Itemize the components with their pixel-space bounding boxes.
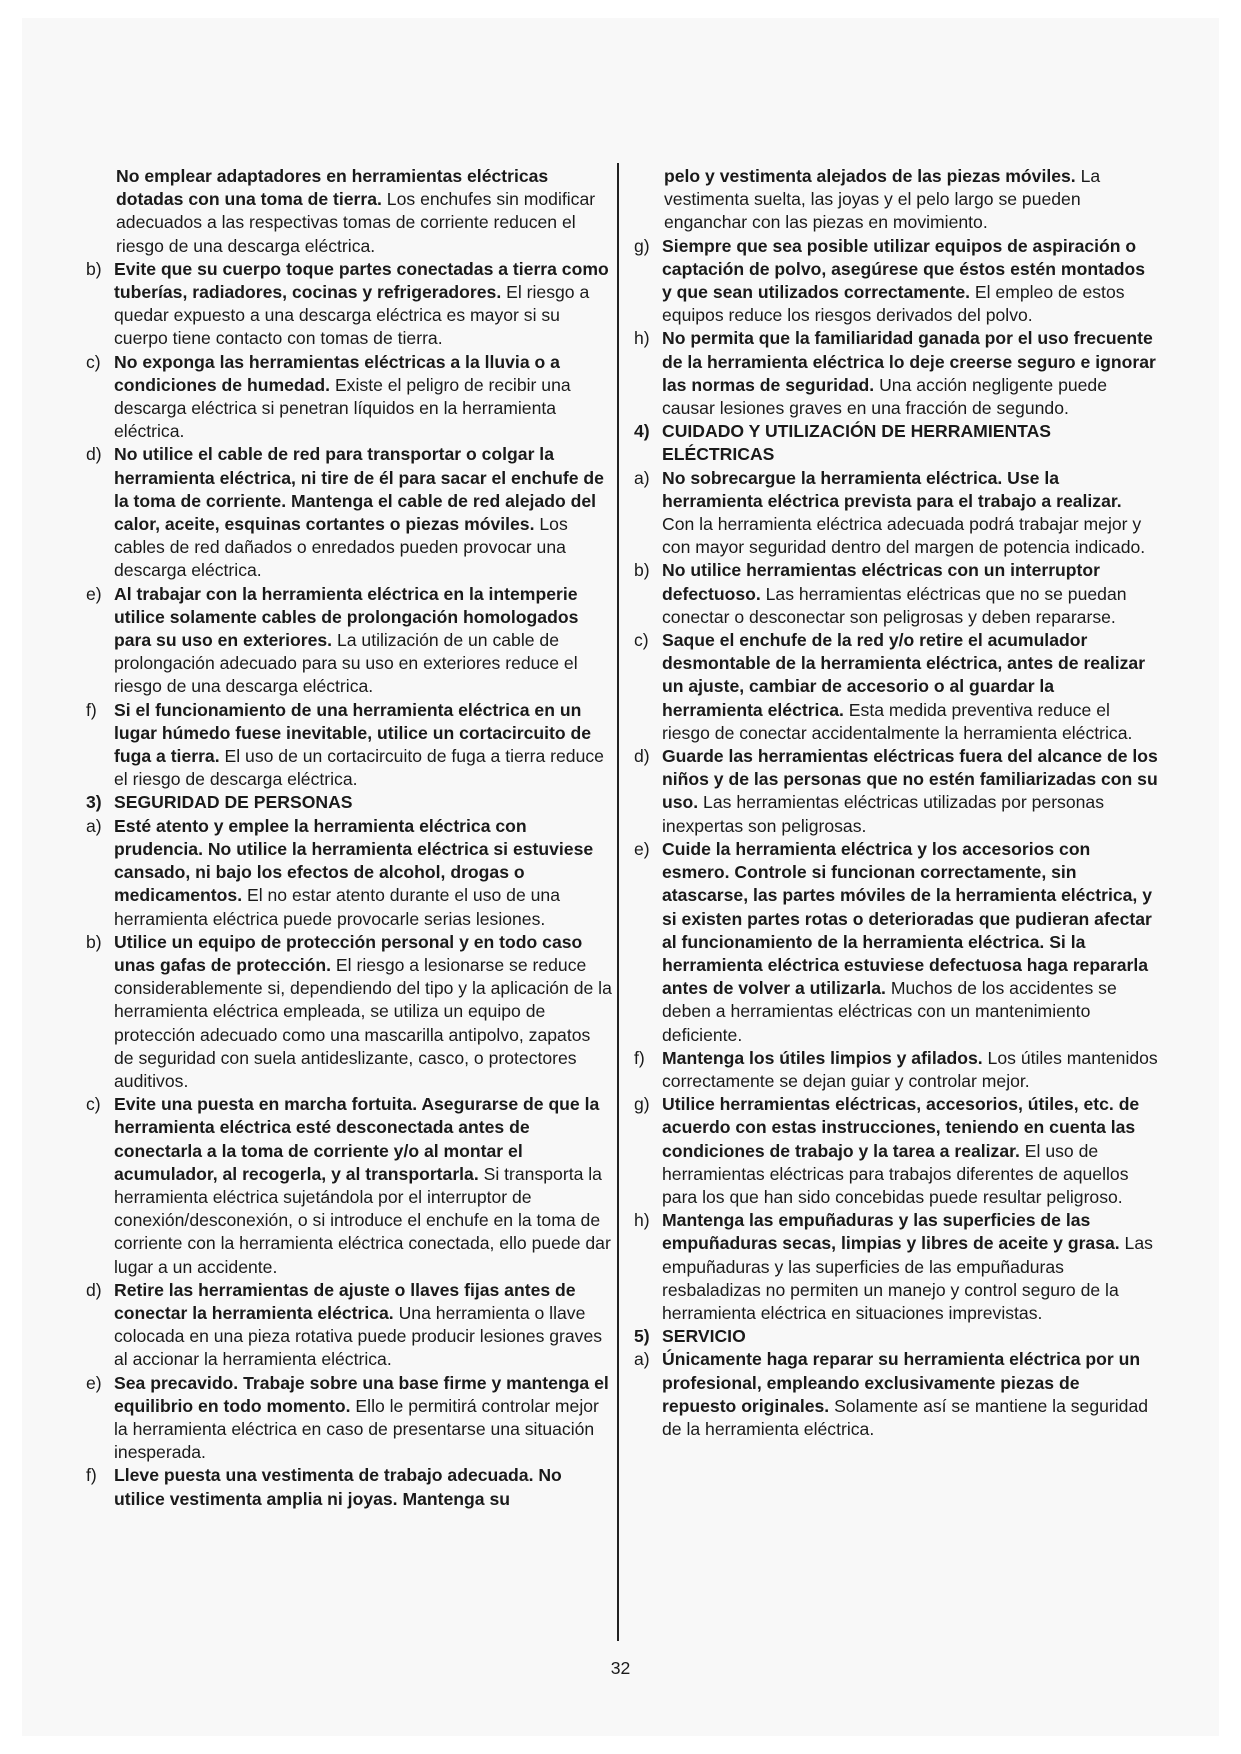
instruction-item [634,838,1158,1047]
instruction-item [86,165,612,258]
instruction-item [86,1372,612,1465]
instruction-item [634,467,1158,560]
item-bold-text: Si el funcionamiento de una herramienta eléctrica en un lugar húmedo fuese inevitable, utilice un cortacircuito de fuga a tierra. [114,699,592,767]
item-body-text: Una herramienta o llave colocada en una pieza rotativa puede producir lesiones graves al accionar la herramienta eléctrica. [114,1302,603,1370]
instruction-item [634,559,1158,629]
item-bold-text: Guarde las herramientas eléctricas fuera del alcance de los niños y de las personas que no estén familiarizadas con su uso. [662,746,1158,813]
item-letter: c) [86,351,101,372]
column-divider [617,163,619,1641]
section-number: 4) [634,421,650,442]
item-body-text: Una acción negligente puede causar lesiones graves en una fracción de segundo. [662,374,1107,419]
section-heading [86,791,612,814]
item-letter: c) [634,630,649,651]
section-heading [634,420,1158,466]
item-body-text: Solamente así se mantiene la seguridad de la herramienta eléctrica. [662,1395,1149,1439]
item-body-text: Las empuñaduras y las superficies de las empuñaduras resbaladizas no permiten un manejo y control seguro de la herramienta eléctrica en situaciones imprevistas. [662,1233,1153,1323]
item-bold-text: Evite que su cuerpo toque partes conectadas a tierra como tuberías, radiadores, cocinas y refrigeradores. [114,258,609,303]
item-letter: f) [86,1465,97,1486]
item-body-text: El riesgo a lesionarse se reduce considerablemente si, dependiendo del tipo y la aplicación de la herramienta eléctrica empleada, se utiliza un equipo de protección adecuado como una mascarilla antipolvo, zapatos de seguridad con suela antideslizante, casco, o protectores auditivos. [114,954,612,1091]
item-letter: a) [634,1349,650,1370]
item-bold-text: Retire las herramientas de ajuste o llaves fijas antes de conectar la herramienta eléctrica. [114,1279,576,1323]
instruction-item [86,583,612,699]
item-letter: b) [86,931,102,952]
section-number: 3) [86,792,102,813]
item-bold-text: Siempre que sea posible utilizar equipos de aspiración o captación de polvo, asegúrese que éstos estén montados y que sean utilizados correctamente. [662,235,1145,303]
section-title: SERVICIO [662,1326,746,1347]
item-letter: f) [86,699,97,720]
left-column [86,165,612,1511]
item-letter: f) [634,1047,645,1068]
item-bold-text: Cuide la herramienta eléctrica y los accesorios con esmero. Controle si funcionan correctamente, sin atascarse, las partes móviles de la herramienta eléctrica, y si existen partes rotas o deterioradas que pudieran afectar al funcionamiento de la herramienta eléctrica. Si la herramienta eléctrica estuviese defectuosa haga repararla antes de volver a utilizarla. [662,838,1152,999]
item-body-text: El uso de un cortacircuito de fuga a tierra reduce el riesgo de descarga eléctrica. [114,746,604,790]
instruction-item [634,745,1158,838]
item-bold-text: Lleve puesta una vestimenta de trabajo adecuada. No utilice vestimenta amplia ni joyas. Mantenga su [114,1465,562,1509]
item-body-text: Las herramientas eléctricas utilizadas por personas inexpertas son peligrosas. [662,792,1105,836]
instruction-item [634,1348,1158,1441]
item-body-text: El uso de herramientas eléctricas para trabajos diferentes de aquellos para los que han sido concebidas puede resultar peligroso. [662,1140,1129,1207]
instruction-item [86,1464,612,1510]
item-body-text: Esta medida preventiva reduce el riesgo de conectar accidentalmente la herramienta eléctrica. [662,699,1133,743]
instruction-item [86,443,612,582]
item-bold-text: No utilice herramientas eléctricas con un interruptor defectuoso. [662,560,1101,604]
item-body-text: El empleo de estos equipos reduce los riesgos derivados del polvo. [662,282,1125,326]
item-letter: e) [86,583,102,604]
section-heading [634,1325,1158,1348]
instruction-item [634,629,1158,745]
item-body-text: Muchos de los accidentes se deben a herramientas eléctricas con un mantenimiento deficiente. [662,978,1117,1045]
item-letter: h) [634,1210,650,1231]
item-bold-text: No utilice el cable de red para transportar o colgar la herramienta eléctrica, ni tire de él para sacar el enchufe de la toma de corriente. Mantenga el cable de red alejado del calor, aceite, esquinas cortantes o piezas móviles. [114,444,604,535]
page-number: 32 [610,1658,631,1678]
item-body-text: Los cables de red dañados o enredados pueden provocar una descarga eléctrica. [114,514,568,581]
item-letter: b) [634,560,650,581]
item-letter: d) [634,746,650,767]
instruction-item [86,815,612,931]
item-letter: e) [634,838,650,859]
item-letter: b) [86,258,102,279]
instruction-item [634,327,1158,420]
item-bold-text: No permita que la familiaridad ganada por el uso frecuente de la herramienta eléctrica lo deje creerse seguro e ignorar las normas de seguridad. [662,328,1156,395]
item-bold-text: Evite una puesta en marcha fortuita. Asegurarse de que la herramienta eléctrica esté desconectada antes de conectarla a la toma de corriente y/o al montar el acumulador, al recogerla, y al transportarla. [114,1094,600,1184]
item-bold-text: No emplear adaptadores en herramientas eléctricas dotadas con una toma de tierra. [116,166,549,210]
item-bold-text: Mantenga las empuñaduras y las superficies de las empuñaduras secas, limpias y libres de aceite y grasa. [662,1210,1120,1254]
item-body-text: Ello le permitirá controlar mejor la herramienta eléctrica en caso de presentarse una situación inesperada. [114,1395,599,1463]
item-bold-text: Únicamente haga reparar su herramienta eléctrica por un profesional, empleando exclusivamente piezas de repuesto originales. [662,1349,1141,1416]
item-body-text: El riesgo a quedar expuesto a una descarga eléctrica es mayor si su cuerpo tiene contacto con tomas de tierra. [114,282,590,349]
item-bold-text: No exponga las herramientas eléctricas a la lluvia o a condiciones de humedad. [114,351,560,395]
item-body-text: Las herramientas eléctricas que no se puedan conectar o desconectar son peligrosas y deben repararse. [662,583,1127,627]
item-body-text: La vestimenta suelta, las joyas y el pelo largo se pueden enganchar con las piezas en movimiento. [664,166,1101,233]
item-bold-text: Mantenga los útiles limpios y afilados. [662,1047,983,1068]
instruction-item [86,931,612,1093]
item-body-text: Los enchufes sin modificar adecuados a las respectivas tomas de corriente reducen el riesgo de una descarga eléctrica. [116,189,596,256]
instruction-item [634,1093,1158,1209]
instruction-item [634,165,1158,235]
item-bold-text: Esté atento y emplee la herramienta eléctrica con prudencia. No utilice la herramienta eléctrica si estuviese cansado, ni bajo los efectos de alcohol, drogas o medicamentos. [114,815,594,906]
item-bold-text: Al trabajar con la herramienta eléctrica en la intemperie utilice solamente cables de prolongación homologados para su uso en exteriores. [114,583,579,651]
section-title: SEGURIDAD DE PERSONAS [114,792,353,813]
instruction-item [86,258,612,351]
instruction-item [86,351,612,444]
item-body-text: El no estar atento durante el uso de una herramienta eléctrica puede provocarle serias lesiones. [114,885,560,929]
item-letter: e) [86,1372,102,1393]
item-body-text: La utilización de un cable de prolongación adecuado para su uso en exteriores reduce el riesgo de una descarga eléctrica. [114,630,578,697]
item-letter: a) [86,815,102,836]
section-number: 5) [634,1326,650,1347]
item-bold-text: Utilice un equipo de protección personal y en todo caso unas gafas de protección. [114,931,583,975]
item-bold-text: Saque el enchufe de la red y/o retire el acumulador desmontable de la herramienta eléctrica, antes de realizar un ajuste, cambiar de accesorio o al guardar la herramienta eléctrica. [662,630,1146,720]
item-letter: g) [634,1094,650,1115]
instruction-item [634,1047,1158,1093]
right-column [634,165,1158,1441]
item-letter: g) [634,235,650,256]
instruction-item [86,699,612,792]
instruction-item [86,1279,612,1372]
item-letter: h) [634,328,650,349]
item-bold-text: No sobrecargue la herramienta eléctrica. Use la herramienta eléctrica prevista para el trabajo a realizar. [662,467,1122,511]
item-letter: d) [86,1279,102,1300]
item-bold-text: Sea precavido. Trabaje sobre una base firme y mantenga el equilibrio en todo momento. [114,1372,609,1416]
item-bold-text: Utilice herramientas eléctricas, accesorios, útiles, etc. de acuerdo con estas instrucciones, teniendo en cuenta las condiciones de trabajo y la tarea a realizar. [662,1094,1140,1161]
item-letter: d) [86,444,102,465]
item-body-text: Existe el peligro de recibir una descarga eléctrica si penetran líquidos en la herramienta eléctrica. [114,374,571,442]
section-title: CUIDADO Y UTILIZACIÓN DE HERRAMIENTAS ELÉCTRICAS [662,421,1052,465]
item-body-text: Con la herramienta eléctrica adecuada podrá trabajar mejor y con mayor seguridad dentro del margen de potencia indicado. [662,514,1146,558]
instruction-item [634,1209,1158,1325]
instruction-item [634,235,1158,328]
item-letter: c) [86,1094,101,1115]
item-body-text: Los útiles mantenidos correctamente se dejan guiar y controlar mejor. [662,1047,1158,1091]
item-body-text: Si transporta la herramienta eléctrica sujetándola por el interruptor de conexión/desconexión, o si introduce el enchufe en la toma de corriente con la herramienta eléctrica conectada, ello puede dar lugar a un accidente. [114,1163,611,1277]
instruction-item [86,1093,612,1279]
item-letter: a) [634,467,650,488]
item-bold-text: pelo y vestimenta alejados de las piezas móviles. [664,166,1076,186]
